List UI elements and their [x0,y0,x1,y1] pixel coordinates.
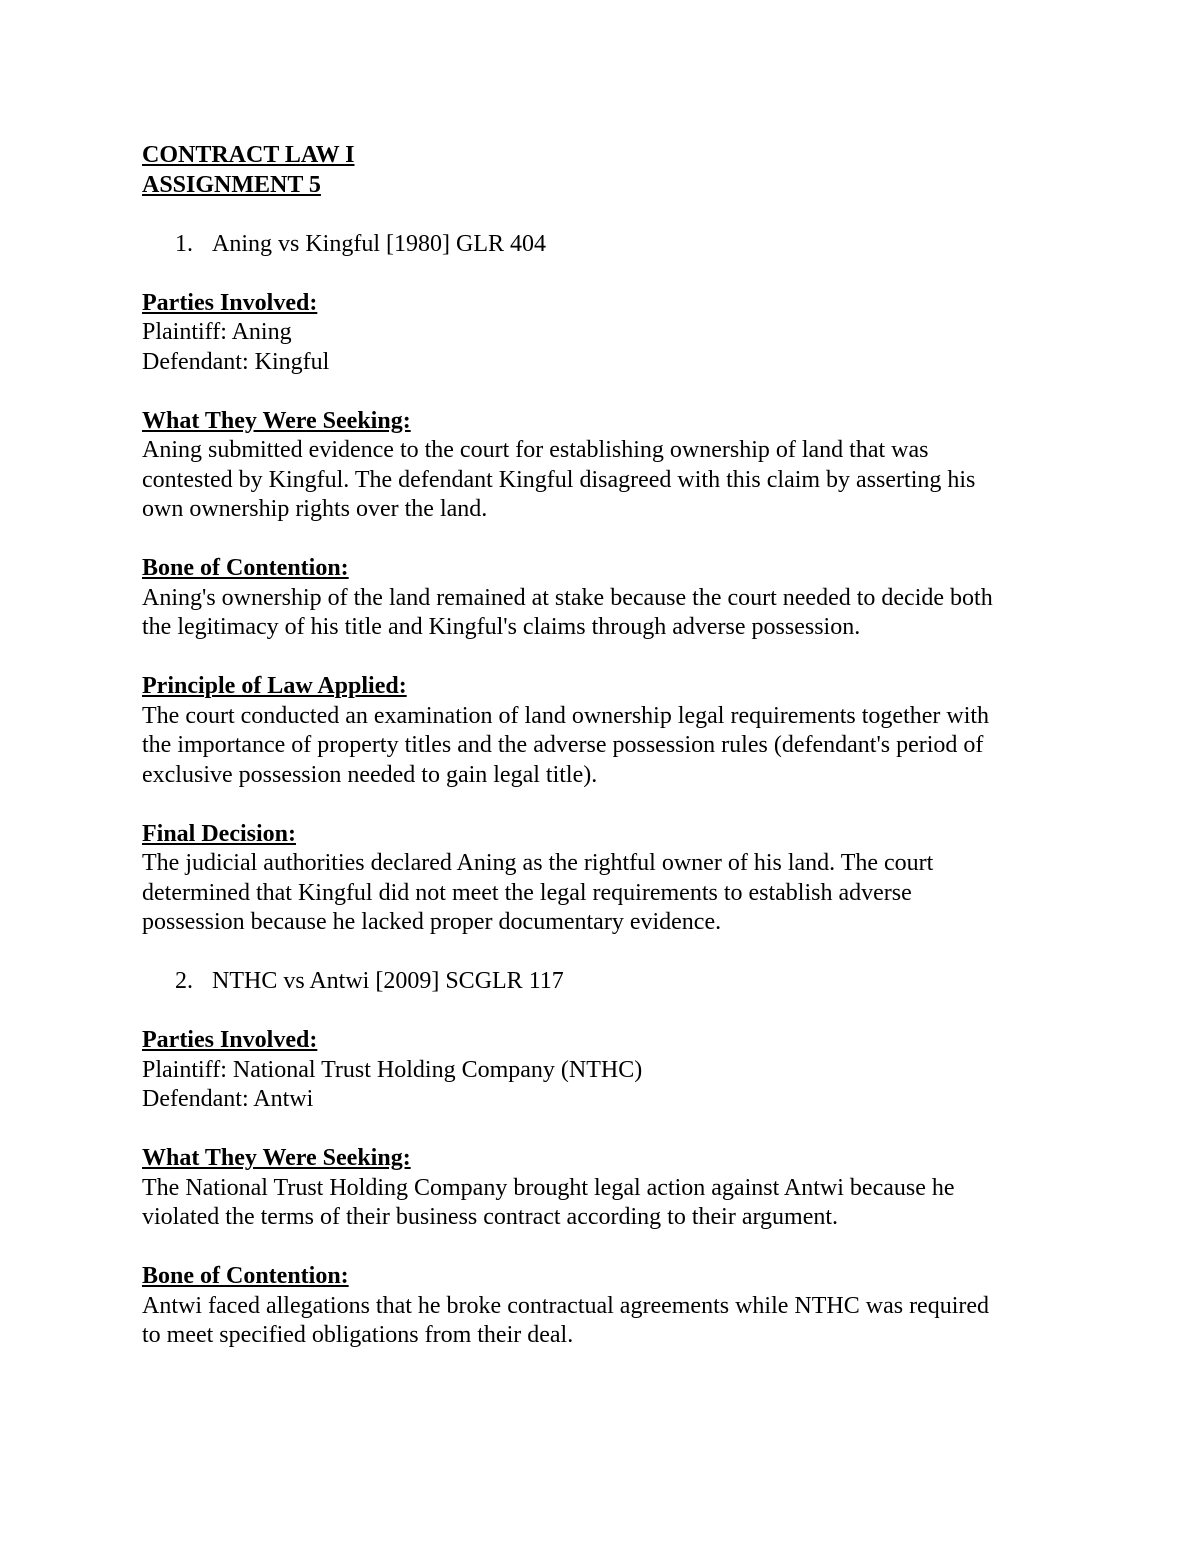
case-1-decision-line: possession because he lacked proper documentary evidence. [142,909,722,935]
case-1-principle-line: the importance of property titles and the adverse possession rules (defendant's period of [142,732,984,758]
case-1-principle-line: The court conducted an examination of land ownership legal requirements together with [142,702,990,729]
case-1-principle-heading: Principle of Law Applied: [142,673,407,699]
case-1-principle-line: exclusive possession needed to gain legal title). [142,761,598,788]
case-1-seeking-line: contested by Kingful. The defendant Kingful disagreed with this claim by asserting his [142,466,976,493]
case-2-title: NTHC vs Antwi [2009] SCGLR 117 [212,968,564,994]
case-2-defendant: Defendant: Antwi [142,1086,314,1112]
case-1-plaintiff: Plaintiff: Aning [142,319,292,345]
spacer [142,938,1062,968]
spacer [142,259,1062,289]
case-1-title: Aning vs Kingful [1980] GLR 404 [212,230,546,257]
spacer [142,377,1062,407]
case-2-title-row [142,967,1062,997]
case-1-decision-line: determined that Kingful did not meet the legal requirements to establish adverse [142,879,912,906]
case-1-seeking-heading: What They Were Seeking: [142,407,411,434]
case-1-defendant: Defendant: Kingful [142,348,330,375]
spacer [142,1233,1062,1263]
case-1-contention-heading: Bone of Contention: [142,555,349,581]
case-1-parties-heading: Parties Involved: [142,289,318,316]
document-page [142,141,1062,1351]
case-2-contention-line: to meet specified obligations from their deal. [142,1322,574,1348]
case-2-contention-line: Antwi faced allegations that he broke contractual agreements while NTHC was required [142,1292,990,1319]
document-title: CONTRACT LAW I [142,142,355,168]
spacer [142,1115,1062,1145]
case-1-contention-line: Aning's ownership of the land remained at stake because the court needed to decide both [142,584,993,611]
spacer [142,643,1062,673]
case-2-contention-heading: Bone of Contention: [142,1263,349,1289]
case-1-decision-line: The judicial authorities declared Aning as the rightful owner of his land. The court [142,850,934,876]
case-1-decision-heading: Final Decision: [142,820,296,847]
case-1-contention-line: the legitimacy of his title and Kingful's claims through adverse possession. [142,614,861,640]
spacer [142,525,1062,555]
case-2-seeking-line: The National Trust Holding Company brought legal action against Antwi because he [142,1174,955,1201]
case-1-number: 1. [175,230,193,257]
case-2-seeking-heading: What They Were Seeking: [142,1145,411,1171]
case-2-seeking-line: violated the terms of their business contract according to their argument. [142,1204,839,1230]
document-subtitle: ASSIGNMENT 5 [142,171,321,198]
case-1-seeking-line: Aning submitted evidence to the court for establishing ownership of land that was [142,437,929,463]
case-2-number: 2. [175,968,193,994]
case-1-seeking-line: own ownership rights over the land. [142,496,488,522]
spacer [142,790,1062,820]
case-2-parties-heading: Parties Involved: [142,1027,318,1053]
spacer [142,997,1062,1027]
case-1-title-row [142,230,1062,260]
spacer [142,200,1062,230]
case-2-plaintiff: Plaintiff: National Trust Holding Company (NTHC) [142,1056,643,1083]
